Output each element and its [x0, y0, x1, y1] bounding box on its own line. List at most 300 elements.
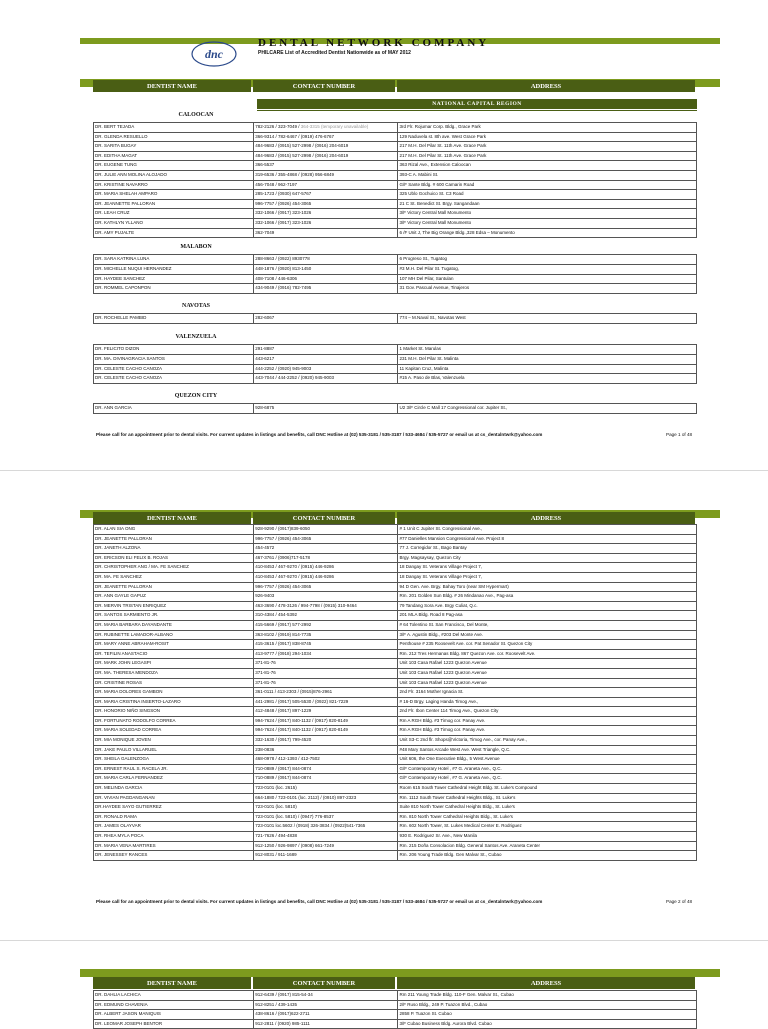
dentist-name-text: DR. BERT TEJADA: [95, 124, 135, 129]
address-text: 217 M.H. Del Pilar St. 11th Ave. Grace Park: [399, 143, 487, 149]
table-row: [93, 822, 697, 832]
contact-number-cell: [253, 650, 397, 659]
city-table: [93, 254, 697, 293]
contact-number-text: 361-0111 / 413-2303 / (0915)876-2961: [255, 689, 333, 695]
address-cell: [397, 746, 697, 755]
contact-number-cell: [253, 755, 397, 764]
dentist-name-cell: [93, 659, 253, 668]
dentist-name-cell: [93, 181, 253, 190]
address-text: 79 Tandang Sora Ave. Brgy Culiat, Q.c.: [399, 602, 478, 608]
address-cell: [397, 229, 697, 238]
dentist-name-text: DR. ANN GARCIA: [95, 405, 132, 411]
address-text: 107 MH Del Pilar, Santulan: [399, 275, 454, 281]
dentist-name-text: DR. MARIA VENA MARTIRES: [95, 842, 156, 848]
contact-number-cell: [253, 152, 397, 161]
address-cell: [397, 717, 697, 726]
address-text: # 1 Unit C Jupiter St. Congressional Ave.,: [399, 526, 483, 531]
address-cell: [397, 573, 697, 582]
table-row: [93, 698, 697, 708]
address-cell: [397, 554, 697, 563]
contact-number-cell: [253, 275, 397, 284]
address-cell: [397, 365, 697, 374]
table-row: [93, 774, 697, 784]
table-row: [93, 209, 697, 219]
dentist-name-text: DR. JENESSEY RANCES: [95, 852, 148, 858]
dentist-name-cell: [93, 123, 253, 132]
table-row: [93, 171, 697, 181]
dentist-name-cell: [93, 611, 253, 620]
dentist-name-text: DR.HAYDEE SAYO GUTIERREZ: [95, 804, 162, 810]
dnc-logo-icon: [190, 40, 238, 68]
contact-number-text: 996-7757 / (0926) 454-3065: [255, 535, 312, 541]
address-text: 930 E. Rodriguez Sr. Ave., New Manila: [399, 833, 477, 838]
city-heading: CALOOCAN: [178, 112, 214, 118]
contact-number-cell: [253, 190, 397, 199]
contact-number-cell: [253, 707, 397, 716]
table-row: [93, 535, 697, 545]
city-table: [93, 344, 697, 383]
contact-number-text: 912-8251 / 439-1435: [255, 1001, 297, 1007]
table-row: [93, 525, 697, 535]
dentist-name-text: DR. CELESTE CACHO CANOZA: [95, 375, 163, 381]
contact-number-cell: [253, 404, 397, 413]
contact-number-text: 912-8031 / 911-1689: [255, 852, 297, 858]
contact-number-cell: [253, 774, 397, 783]
table-row: [93, 355, 697, 365]
address-text: Unit 103 Casa Rafael 1223 Quezon Avenue: [399, 669, 487, 675]
contact-number-text: 415-5669 / (0917) 577-2992: [255, 621, 312, 627]
contact-number-cell: [253, 813, 397, 822]
dentist-name-text: DR. ALAN SIA ONG: [95, 526, 136, 531]
address-cell: [397, 592, 697, 601]
address-cell: [397, 1010, 697, 1019]
region-banner-underline: [257, 110, 697, 111]
address-text: #15 A. Paso de Blas, Valenzuela: [399, 375, 465, 381]
dentist-name-cell: [93, 265, 253, 274]
table-row: [93, 669, 697, 679]
contact-number-text: 410-8453 / 467-9270 / (0915) 446-9286: [255, 564, 335, 570]
table-row: [93, 832, 697, 842]
address-cell: [397, 803, 697, 812]
region-banner: NATIONAL CAPITAL REGION: [257, 99, 697, 109]
table-row: [93, 650, 697, 660]
dentist-name-text: DR. FORTUNATO RODOLFO CORREA: [95, 717, 176, 723]
dentist-name-cell: [93, 355, 253, 364]
dentist-name-cell: [93, 161, 253, 170]
address-text: Suite 810 North Tower Cathedral Heights Bldg., St. Luke's: [399, 804, 515, 810]
address-cell: [397, 314, 697, 323]
contact-number-cell: [253, 544, 397, 553]
dentist-name-cell: [93, 784, 253, 793]
table-row: [93, 621, 697, 631]
table-row: [93, 275, 697, 285]
address-text: # 64 Tolentino St. San Francisco, Del Monte,: [399, 621, 489, 627]
table-row: [93, 573, 697, 583]
dentist-name-text: DR. MIA MONIQUE JOVEN: [95, 737, 151, 743]
contact-number-text: 723-0101 (loc. 5810) / (0947) 776-8537: [255, 813, 334, 819]
col-header-contact-number: CONTACT NUMBER: [253, 977, 395, 989]
table-row: [93, 404, 697, 414]
address-cell: [397, 659, 697, 668]
dentist-name-text: DR. VIVIAN PAGDANGANAN: [95, 794, 155, 800]
table-row: [93, 345, 697, 355]
table-row: [93, 611, 697, 621]
contact-number-text: 721-7626 / 494-4838: [255, 833, 297, 838]
col-header-address: ADDRESS: [397, 80, 695, 92]
address-text: 94 D Gen. Ave. Brgy. Bahay Toro (near SM Hypermart): [399, 583, 509, 589]
dentist-name-text: DR. EDITHA MAGAT: [95, 152, 138, 158]
dentist-name-cell: [93, 726, 253, 735]
table-row: [93, 181, 697, 191]
contact-number-cell: [253, 602, 397, 611]
contact-number-text: 288-8663 / (0922) 8930778: [255, 256, 310, 262]
table-row: [93, 255, 697, 265]
dentist-name-cell: [93, 219, 253, 228]
subtitle-text: List of Accredited Dentist Nationwide as of MAY 2012: [284, 50, 411, 56]
contact-number-text: 468-0978 / 412-1393 / 412-7502: [255, 756, 320, 762]
address-cell: [397, 152, 697, 161]
address-text: Unit 103 Casa Rafael 1223 Quezon Avenue: [399, 679, 487, 685]
city-table: [93, 122, 697, 238]
address-text: 77 J. Corregidor St., Bago Bantay: [399, 545, 467, 551]
table-row: [93, 200, 697, 210]
contact-number-cell: [253, 746, 397, 755]
contact-number-cell: [253, 698, 397, 707]
contact-number-text: 664-1880 / 723-0101 (loc. 2112) / (0910) 897-2323: [255, 794, 357, 800]
address-cell: [397, 275, 697, 284]
table-row: [93, 583, 697, 593]
address-cell: [397, 650, 697, 659]
contact-number-cell: [253, 563, 397, 572]
contact-number-cell: [253, 535, 397, 544]
dentist-name-text: DR. MARIA BARBARA DAYANDANTE: [95, 621, 172, 627]
contact-number-text: 912-1250 / 926-9897 / (0908) 661-7249: [255, 842, 335, 848]
address-cell: [397, 851, 697, 860]
contact-number-cell: [253, 219, 397, 228]
dentist-name-cell: [93, 1010, 253, 1019]
dentist-name-cell: [93, 669, 253, 678]
contact-number-cell: [253, 659, 397, 668]
subtitle-philcare: PHILCARE: [258, 50, 284, 56]
contact-number-cell: [253, 803, 397, 812]
page-2: [0, 490, 768, 910]
dentist-name-text: DR. JEANETTE PALLORAN: [95, 535, 152, 541]
dentist-name-cell: [93, 554, 253, 563]
dentist-name-cell: [93, 365, 253, 374]
column-header-row: [93, 80, 697, 92]
contact-number-text: 484-9683 / (0915) 527-2998 / (0916) 204-6019: [255, 143, 349, 149]
page-number: Page 2 of 48: [666, 899, 693, 904]
address-text: G/F Contemporary Hotel , #7 G. Araneta Ave., Q.C.: [399, 775, 502, 781]
address-cell: [397, 563, 697, 572]
page-2-table: [93, 524, 697, 861]
dentist-name-text: DR. ROMMEL CAPONPON: [95, 285, 151, 291]
city-heading: VALENZUELA: [175, 334, 217, 341]
contact-number-text: 454-4572: [255, 545, 275, 551]
address-cell: [397, 209, 697, 218]
address-text: G/F Contemporary Hotel , #7 G. Araneta Ave., Q.C.: [399, 765, 502, 771]
address-text: 217 M.H. Del Pilar St. 11th Ave. Grace Park: [399, 152, 487, 158]
dentist-name-text: DR. JULIE ANN MOLINA ALOJADO: [95, 171, 168, 177]
dentist-name-text: DR. JANETH ALZONA: [95, 545, 141, 551]
address-cell: [397, 631, 697, 640]
dentist-name-text: DR. SHEILA GALENZOGA: [95, 756, 150, 762]
city-heading: QUEZON CITY: [174, 393, 218, 400]
address-cell: [397, 374, 697, 383]
contact-number-text: 366-5537: [255, 162, 275, 168]
dentist-name-text: DR. JAKE PAULO VILLARUEL: [95, 746, 157, 752]
address-text: Rm. 201 Golden Sun Bldg. # 26 Mindanao Ave., Pag-asa: [399, 593, 514, 599]
table-row: [93, 813, 697, 823]
contact-number-text: 363-8102 / (0919) 814-7735: [255, 631, 312, 637]
contact-number-text: 456-7048 / 962-7197: [255, 181, 297, 187]
dentist-name-cell: [93, 746, 253, 755]
table-row: [93, 314, 697, 324]
table-row: [93, 284, 697, 294]
dentist-name-text: DR. RONALD RAMA: [95, 813, 138, 819]
address-cell: [397, 679, 697, 688]
unavailable-number-text: 364-3315 (temporary unavailable): [300, 124, 369, 129]
dentist-name-cell: [93, 314, 253, 323]
dentist-name-cell: [93, 374, 253, 383]
contact-number-text: 443-7044 / 444-2252 / (0920) 945-9003: [255, 375, 335, 381]
address-text: Rm. 810 North Tower Cathedral Heights Bldg., St. Luke's: [399, 813, 513, 819]
contact-number-text: 441-2981 / (0917) 505-5530 / (0922) 821-7229: [255, 698, 349, 704]
dentist-name-cell: [93, 991, 253, 1000]
address-cell: [397, 255, 697, 264]
address-cell: [397, 688, 697, 697]
contact-number-text: 319-6536 / 355-4868 / (0928) 956-6849: [255, 171, 335, 177]
dentist-name-cell: [93, 229, 253, 238]
page-divider: [0, 470, 768, 471]
address-text: 6 Progreso St., Tugatog: [399, 256, 448, 262]
page-3-table: [93, 990, 697, 1029]
address-cell: [397, 133, 697, 142]
contact-number-text: 285-1723 / (0930) 647-5767: [255, 191, 312, 197]
table-row: [93, 794, 697, 804]
city-table: [93, 403, 697, 414]
address-text: Penthouse # 235 Roosevelt Ave. cor. Pat Senador St. Quezon City: [399, 641, 533, 647]
page-3: [0, 960, 768, 1024]
header-strip: [80, 969, 720, 977]
address-text: Rm. 206 Young Trade Bldg. Gen Malvar St., Cubao: [399, 852, 502, 858]
address-cell: [397, 265, 697, 274]
address-cell: [397, 161, 697, 170]
address-cell: [397, 181, 697, 190]
contact-number-cell: [253, 794, 397, 803]
table-row: [93, 736, 697, 746]
dentist-name-cell: [93, 679, 253, 688]
dentist-name-cell: [93, 688, 253, 697]
dentist-name-text: DR. MARIA SOLEDAD CORREA: [95, 727, 162, 733]
address-cell: [397, 736, 697, 745]
contact-number-text: 723-0101 (loc. 2615): [255, 785, 297, 791]
address-cell: [397, 535, 697, 544]
dentist-name-cell: [93, 563, 253, 572]
address-cell: [397, 284, 697, 293]
address-cell: [397, 219, 697, 228]
contact-number-text: 415-3615 / (0917) 838-8745: [255, 641, 312, 647]
address-text: 129 Naduvela st. 8th ave. West Grace Park: [399, 133, 486, 139]
contact-number-text: 371-81-76: [255, 679, 276, 685]
address-cell: [397, 726, 697, 735]
address-cell: [397, 583, 697, 592]
contact-number-cell: [253, 842, 397, 851]
table-row: [93, 688, 697, 698]
dentist-name-cell: [93, 602, 253, 611]
address-text: Rm A RGH Bldg. #3 Timog cor. Panay Ave.: [399, 717, 486, 723]
address-cell: [397, 611, 697, 620]
address-cell: [397, 1020, 697, 1029]
contact-number-cell: [253, 365, 397, 374]
dentist-name-text: DR. GLENDA RESUELLO: [95, 133, 148, 139]
company-name: DENTAL NETWORK COMPANY: [258, 37, 490, 49]
page-1: [0, 0, 768, 448]
address-text: 2858 P. Tuazon St. Cubao: [399, 1011, 452, 1017]
dentist-name-cell: [93, 133, 253, 142]
table-row: [93, 717, 697, 727]
dentist-name-cell: [93, 621, 253, 630]
city-table: [93, 313, 697, 324]
dentist-name-cell: [93, 851, 253, 860]
table-row: [93, 123, 697, 133]
table-row: [93, 161, 697, 171]
address-cell: [397, 794, 697, 803]
address-text: 11 Kapitan Cruz, Malinta: [399, 365, 449, 371]
address-text: 363 Rizal Ave., Extension Caloocan: [399, 162, 471, 168]
logo-text: dnc: [205, 47, 223, 61]
address-text: 3rd Flr. Rojumar Corp. Bldg., Grace Park: [399, 124, 481, 129]
contact-number-text: 434-9049 / (0916) 782-7495: [255, 285, 312, 291]
contact-number-cell: [253, 1010, 397, 1019]
table-row: [93, 592, 697, 602]
address-text: 325 Ublo Gochuico St. C3 Road: [399, 191, 464, 197]
address-cell: [397, 707, 697, 716]
contact-number-cell: [253, 123, 397, 132]
contact-number-cell: [253, 784, 397, 793]
dentist-name-text: DR. MARIA SHELAH AMPARO: [95, 191, 158, 197]
address-cell: [397, 832, 697, 841]
address-cell: [397, 544, 697, 553]
dentist-name-cell: [93, 592, 253, 601]
table-row: [93, 1020, 697, 1029]
dentist-name-cell: [93, 544, 253, 553]
table-row: [93, 374, 697, 384]
table-row: [93, 707, 697, 717]
table-row: [93, 142, 697, 152]
address-cell: [397, 765, 697, 774]
table-row: [93, 784, 697, 794]
col-header-contact-number: CONTACT NUMBER: [253, 512, 395, 524]
dentist-name-text: DR. JAMES OLAYVAR: [95, 823, 141, 829]
table-row: [93, 563, 697, 573]
footer-note: Please call for an appointment prior to dental visits. For current updates in listings and benefits, call DNC Hotline at (02) 535-3181 / 535-3187 / 533-4684 / 535-5727 or email us at cs_dentalntwrk@yahoo.com: [96, 432, 543, 437]
address-cell: [397, 842, 697, 851]
address-text: U2 3/F Circle C Mall 17 Congressional cor. Jupiter St.,: [399, 405, 508, 411]
table-row: [93, 746, 697, 756]
contact-number-cell: [253, 1001, 397, 1010]
dentist-name-text: DR. MELINDA GARCIA: [95, 785, 143, 791]
dentist-name-text: DR. DAHLIA LACHICA: [95, 992, 141, 997]
contact-number-text: 994-7624 / (0917) 840-1132 / (0917) 820-8149: [255, 717, 348, 723]
dentist-name-text: DR. ERICSON ELI FELIX B. ROJAS: [95, 554, 169, 560]
address-text: Brgy. Magsaysay, Quezon City: [399, 554, 461, 560]
dentist-name-cell: [93, 404, 253, 413]
column-header-row: [93, 977, 697, 989]
dentist-name-cell: [93, 583, 253, 592]
contact-number-text: 994-7624 / (0917) 840-1132 / (0917) 820-8149: [255, 727, 348, 733]
address-text: 2nd Flr. 3164 Mother Ignacia St.: [399, 689, 464, 695]
address-text: 1 Market St. Marulas: [399, 346, 441, 352]
address-cell: [397, 1001, 697, 1010]
address-text: Room 615 South Tower Cathedral Height Bldg. St. Luke's Compound: [399, 785, 538, 791]
contact-number-text: 366-9314 / 782-6467 / (0919) 476-6767: [255, 133, 335, 139]
contact-number-text: 928-9290 / (0917)839-6050: [255, 526, 310, 531]
address-text: 3/F A. Agustin Bldg., #203 Del Monte Ave.: [399, 631, 483, 637]
dentist-name-text: DR. JEANNETTE PALLORAN: [95, 200, 156, 206]
address-cell: [397, 190, 697, 199]
contact-number-cell: [253, 583, 397, 592]
city-heading: NAVOTAS: [182, 303, 210, 310]
contact-number-cell: [253, 161, 397, 170]
contact-number-cell: [253, 284, 397, 293]
address-text: #77 Danielles Mansion Congressional Ave. Project 8: [399, 535, 504, 541]
dentist-name-text: DR. CHRISTOPHER ANG / MA. FE SANCHEZ: [95, 564, 189, 570]
contact-number-text: 410-8453 / 467-9270 / (0915) 446-9286: [255, 573, 335, 579]
contact-number-cell: [253, 265, 397, 274]
dentist-name-cell: [93, 284, 253, 293]
address-text: 6 /F Unit J, The Big Orange Bldg.,328 Edsa – Monumento: [399, 229, 515, 235]
contact-number-cell: [253, 736, 397, 745]
dentist-name-text: DR. MERVIN TRISTAN ENRIQUEZ: [95, 602, 167, 608]
dentist-name-cell: [93, 755, 253, 764]
contact-number-text: 291-8887: [255, 346, 275, 352]
dentist-name-text: DR. FELICITO DIZON: [95, 346, 140, 352]
contact-number-cell: [253, 631, 397, 640]
dentist-name-text: DR. SANTOS SARMIENTO JR.: [95, 612, 159, 618]
address-cell: [397, 813, 697, 822]
dentist-name-text: DR. TEFILIN ANASTACIO: [95, 650, 148, 656]
dentist-name-cell: [93, 842, 253, 851]
address-text: #48 Mary Santos Arcade West Ave. West Triangle, Q.C.: [399, 746, 511, 752]
dentist-name-cell: [93, 698, 253, 707]
contact-number-text: 463-3690 / 478-3126 / 994-7798 / (0915) 310-9464: [255, 602, 357, 608]
dentist-name-text: DR. SARITA BUGAY: [95, 143, 137, 149]
table-row: [93, 365, 697, 375]
address-text: Rm A RGH Bldg. #3 Timog cor. Panay Ave.: [399, 727, 486, 733]
dentist-name-cell: [93, 171, 253, 180]
address-text: 774 – M.Naval St., Navotas West: [399, 315, 466, 321]
dentist-name-text: DR. AMY PUJALTE: [95, 229, 135, 235]
contact-number-text: 362-7049: [255, 229, 275, 235]
address-cell: [397, 355, 697, 364]
dentist-name-cell: [93, 822, 253, 831]
column-header-row: [93, 512, 697, 524]
contact-number-cell: [253, 765, 397, 774]
dentist-name-text: DR. MA. THERESA MENDOZA: [95, 669, 158, 675]
col-header-dentist-name: DENTIST NAME: [93, 512, 251, 524]
contact-number-cell: [253, 314, 397, 323]
table-row: [93, 755, 697, 765]
address-cell: [397, 991, 697, 1000]
address-cell: [397, 525, 697, 534]
dentist-name-cell: [93, 275, 253, 284]
dentist-name-text: DR. MARIA CARLA FERNANDEZ: [95, 775, 163, 781]
table-row: [93, 1001, 697, 1011]
dentist-name-cell: [93, 736, 253, 745]
contact-number-cell: [253, 991, 397, 1000]
address-text: 231 M.H. Del Pilar St. Malinta: [399, 355, 459, 361]
